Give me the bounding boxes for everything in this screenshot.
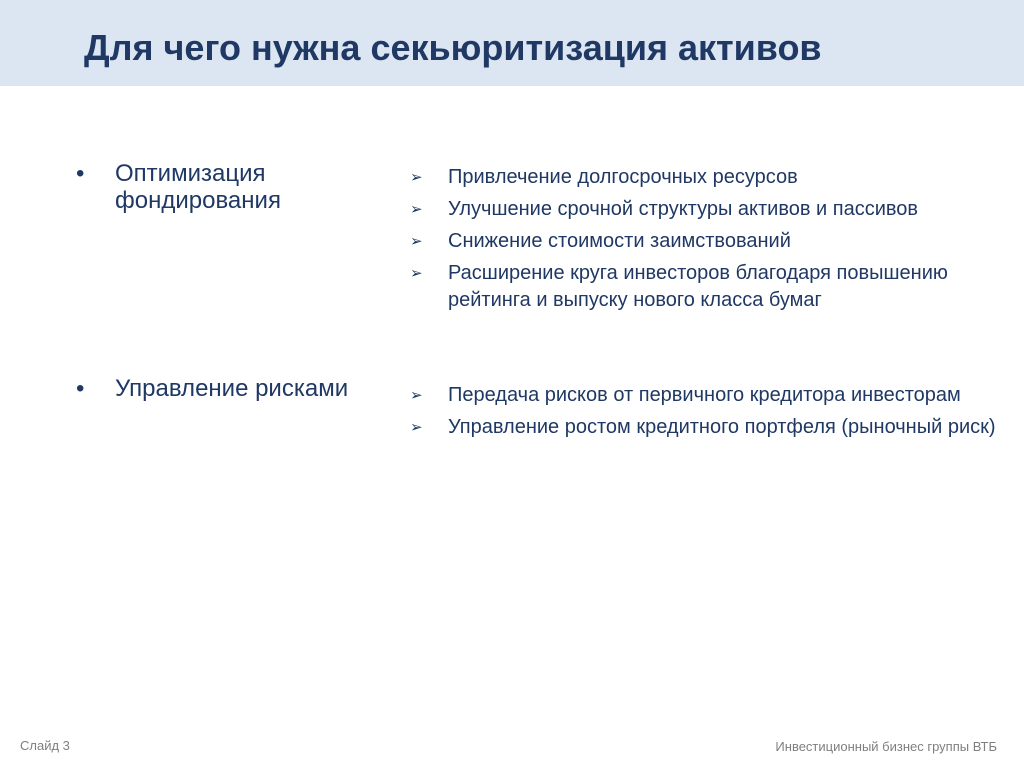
list-item (410, 414, 1000, 441)
title-bar (0, 0, 1024, 86)
list-item (410, 164, 1000, 191)
arrow-bullet-icon: ➢ (410, 419, 423, 436)
list-item (410, 228, 1000, 255)
list-item-text: Управление ростом кредитного портфеля (рыночный риск) (448, 416, 996, 438)
slide-number: Слайд 3 (20, 738, 70, 753)
footer-company: Инвестиционный бизнес группы ВТБ (775, 739, 997, 754)
arrow-bullet-icon: ➢ (410, 265, 423, 282)
funding-points-list (410, 164, 1000, 319)
list-item (410, 260, 1000, 314)
risk-points-list (410, 382, 1000, 446)
list-item-text: Расширение круга инвесторов благодаря повышению рейтинга и выпуску нового класса бумаг (448, 262, 948, 311)
list-item (410, 196, 1000, 223)
arrow-bullet-icon: ➢ (410, 169, 423, 186)
arrow-bullet-icon: ➢ (410, 387, 423, 404)
section-heading-text: Оптимизация фондирования (115, 160, 281, 214)
slide-title: Для чего нужна секьюритизация активов (84, 27, 822, 68)
list-item-text: Улучшение срочной структуры активов и пассивов (448, 198, 919, 220)
arrow-bullet-icon: ➢ (410, 201, 423, 218)
list-item-text: Снижение стоимости заимствований (448, 230, 791, 252)
arrow-bullet-icon: ➢ (410, 233, 423, 250)
bullet-icon: • (76, 160, 85, 187)
section-heading-text: Управление рисками (115, 375, 349, 402)
list-item (410, 382, 1000, 409)
list-item-text: Передача рисков от первичного кредитора инвесторам (448, 384, 961, 406)
bullet-icon: • (76, 375, 85, 402)
list-item-text: Привлечение долгосрочных ресурсов (448, 166, 798, 188)
